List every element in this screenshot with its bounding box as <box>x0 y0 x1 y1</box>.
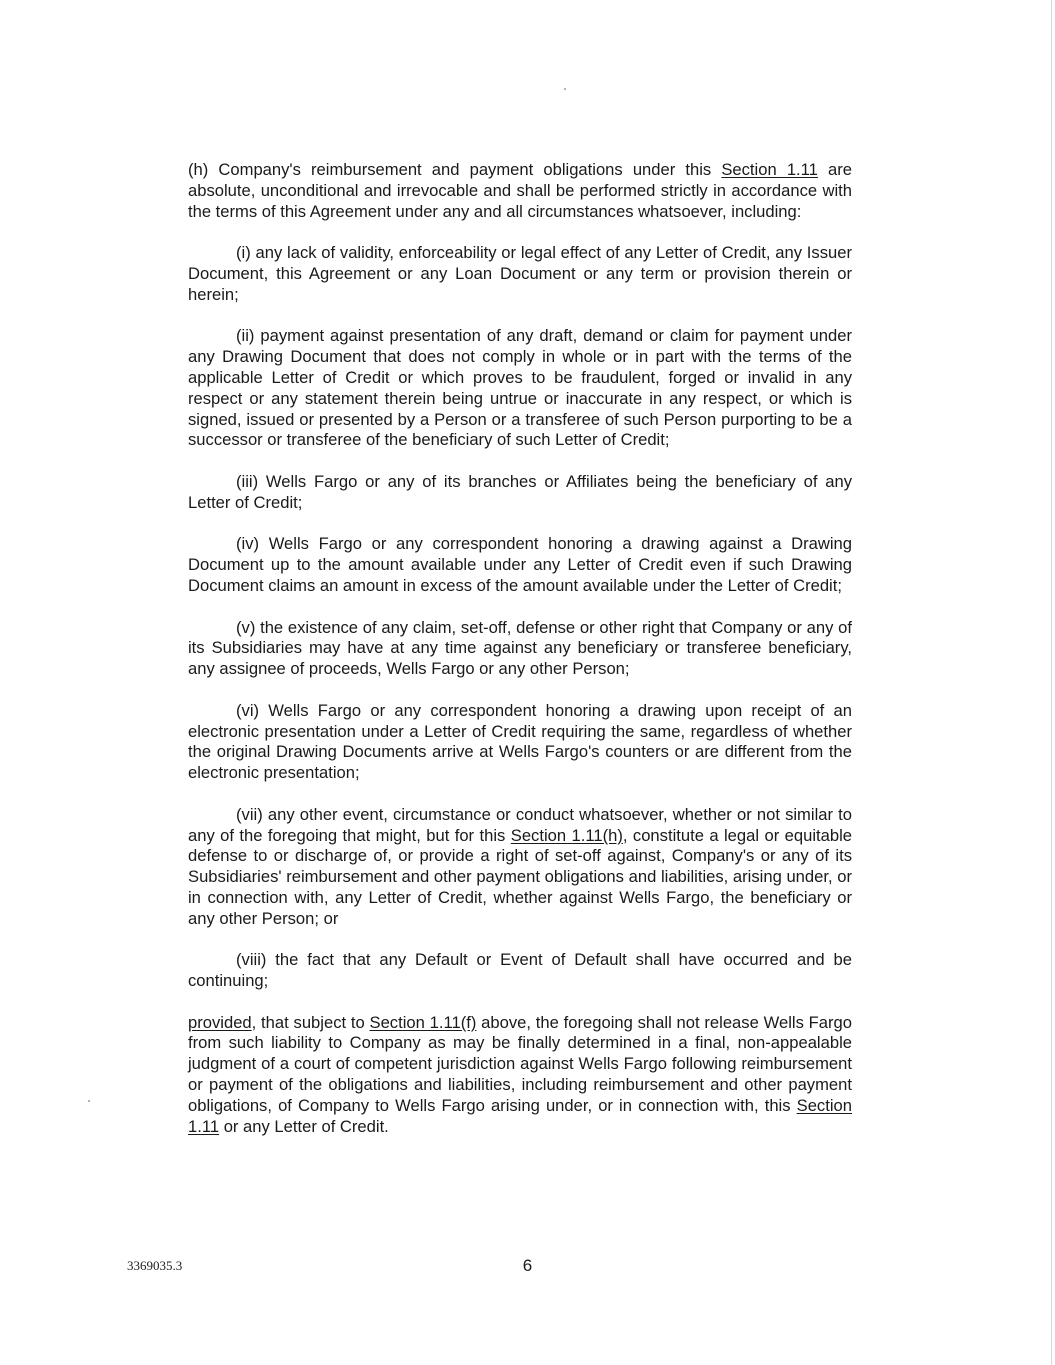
section-reference: Section 1.11(f) <box>369 1012 477 1032</box>
clause-v: (v) the existence of any claim, set-off, defense or other right that Company or any of its Subsidiaries may have at any time against any beneficiary or transferee beneficiary, any assignee of proceeds, Wells Fargo or any other Person; <box>188 617 852 679</box>
clause-vii-text: , constitute a legal or equitable defense to or discharge of, or provide a right of set-off against, Company's or any of its Subsidiaries' reimbursement and other payment obligations and liabilities, arising under, or in connection with, any Letter of Credit, whether against Wells Fargo, the beneficiary or any other Person; or <box>188 825 853 928</box>
clause-i: (i) any lack of validity, enforceability or legal effect of any Letter of Credit, any Issuer Document, this Agreement or any Loan Document or any term or provision therein or herein; <box>188 243 852 304</box>
clause-iv: (iv) Wells Fargo or any correspondent honoring a drawing against a Drawing Document up to the amount available under any Letter of Credit even if such Drawing Document claims an amount in excess of the amount available under the Letter of Credit; <box>188 534 852 595</box>
document-id: 3369035.3 <box>127 1258 183 1273</box>
document-body <box>188 160 852 1158</box>
clause-iii: (iii) Wells Fargo or any of its branches or Affiliates being the beneficiary of any Letter of Credit; <box>188 471 852 512</box>
proviso-text-2: above, the foregoing shall not release Wells Fargo from such liability to Company as may be finally determined in a final, non-appealable judgment of a court of competent jurisdiction against Wells Fargo following reimbursement or payment of the obligations and liabilities, including reimbursement and other payment obligations, of Company to Wells Fargo arising under, or in connection with, this <box>188 1012 852 1115</box>
clause-vii-intro: (vii) any other event, circumstance or conduct whatsoever, whether or not similar to any of the foregoing that might, but for this <box>188 804 852 845</box>
page-edge-line <box>1051 0 1052 1365</box>
paragraph-h-text: are absolute, unconditional and irrevocable and shall be performed strictly in accordance with the terms of this Agreement under any and all circumstances whatsoever, including: <box>188 160 852 221</box>
section-reference: Section 1.11 <box>188 1095 852 1136</box>
scan-speck <box>564 88 566 90</box>
section-reference: Section 1.11(h) <box>510 825 623 845</box>
scan-speck <box>88 1100 90 1102</box>
clause-vi: (vi) Wells Fargo or any correspondent honoring a drawing upon receipt of an electronic presentation under a Letter of Credit requiring the same, regardless of whether the original Drawing Documents arrive at Wells Fargo's counters or are different from the electronic presentation; <box>188 700 852 783</box>
paragraph-h-intro: (h) Company's reimbursement and payment obligations under this <box>188 160 722 179</box>
clause-viii: (viii) the fact that any Default or Event of Default shall have occurred and be continuing; <box>188 950 852 991</box>
clause-vii <box>188 805 852 930</box>
clause-ii: (ii) payment against presentation of any draft, demand or claim for payment under any Drawing Document that does not comply in whole or in part with the terms of the applicable Letter of Credit or which proves to be fraudulent, forged or invalid in any respect or any statement therein being untrue or inaccurate in any respect, or which is signed, issued or presented by a Person or a transferee of such Person purporting to be a successor or transferee of the beneficiary of such Letter of Credit; <box>188 326 852 450</box>
proviso-paragraph <box>188 1013 852 1138</box>
paragraph-h <box>188 160 852 222</box>
proviso-text-3: or any Letter of Credit. <box>219 1116 389 1136</box>
page-number: 6 <box>522 1256 533 1275</box>
proviso-lead: provided <box>188 1012 252 1032</box>
section-reference: Section 1.11 <box>721 160 818 179</box>
proviso-text-1: , that subject to <box>251 1012 370 1032</box>
